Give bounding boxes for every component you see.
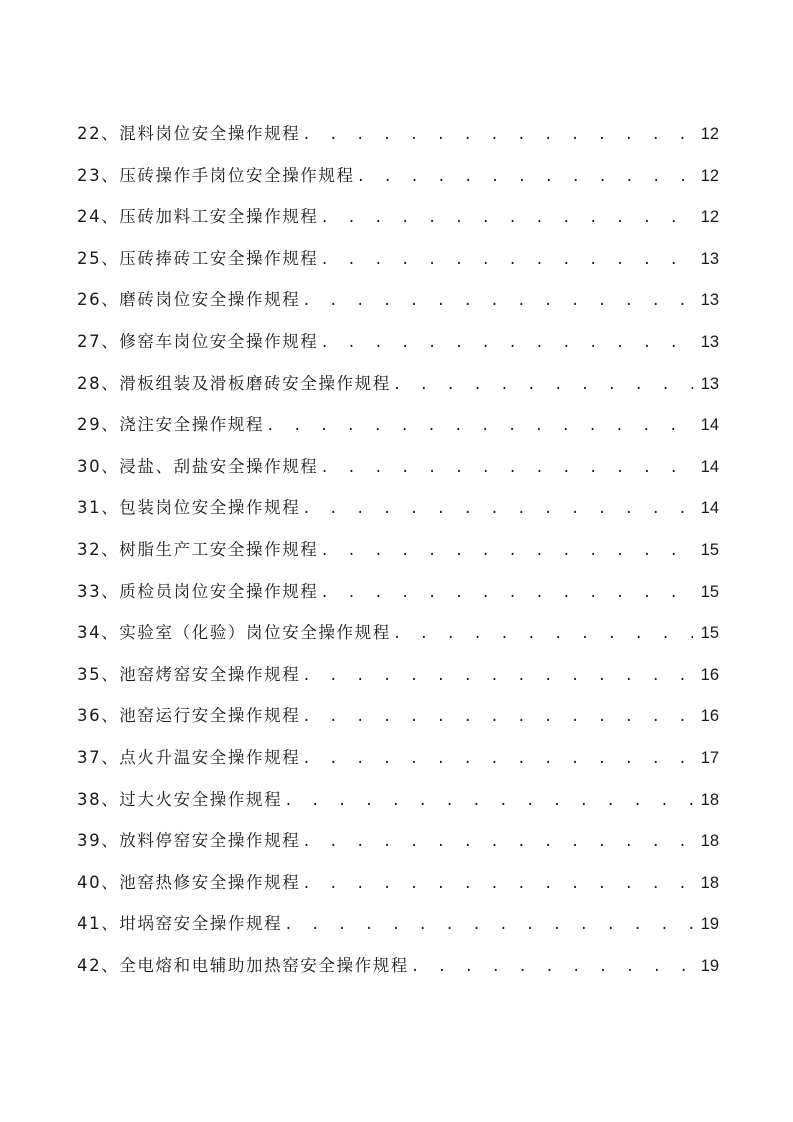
toc-entry[interactable] [77, 155, 719, 197]
toc-entry[interactable] [77, 737, 719, 779]
toc-entry[interactable] [77, 487, 719, 529]
toc-entry[interactable] [77, 113, 719, 155]
toc-entry-page: 18 [700, 873, 719, 892]
toc-entry-title: 27、修窑车岗位安全操作规程 [77, 331, 319, 351]
table-of-contents [77, 113, 719, 986]
toc-entry[interactable] [77, 238, 719, 280]
toc-entry-page: 12 [700, 125, 719, 143]
toc-entry-page: 13 [700, 291, 719, 310]
toc-entry-page: 19 [700, 915, 719, 934]
toc-entry-page: 16 [700, 707, 719, 726]
toc-entry-title: 28、滑板组装及滑板磨砖安全操作规程 [77, 373, 391, 393]
toc-entry[interactable] [77, 404, 719, 446]
toc-dot-leader [302, 739, 693, 781]
toc-entry-page: 14 [700, 499, 719, 518]
toc-entry-page: 15 [700, 624, 719, 643]
toc-entry-title: 24、压砖加料工安全操作规程 [77, 207, 319, 227]
toc-entry-page: 16 [700, 665, 719, 684]
toc-dot-leader [284, 781, 693, 823]
toc-dot-leader [266, 406, 693, 448]
toc-dot-leader [320, 448, 693, 490]
toc-entry-page: 18 [700, 832, 719, 851]
toc-entry-page: 15 [700, 540, 719, 559]
toc-entry-title: 34、实验室（化验）岗位安全操作规程 [77, 623, 391, 643]
toc-entry-page: 13 [700, 374, 719, 393]
toc-entry[interactable] [77, 321, 719, 363]
toc-entry-title: 25、压砖捧砖工安全操作规程 [77, 248, 319, 268]
toc-dot-leader [320, 198, 693, 240]
toc-dot-leader [357, 157, 693, 199]
toc-entry-title: 26、磨砖岗位安全操作规程 [77, 290, 301, 310]
toc-entry-page: 12 [700, 208, 719, 227]
toc-entry-title: 32、树脂生产工安全操作规程 [77, 539, 319, 559]
toc-entry[interactable] [77, 196, 719, 238]
toc-entry-page: 14 [700, 416, 719, 435]
toc-dot-leader [411, 947, 693, 989]
toc-entry-title: 23、压砖操作手岗位安全操作规程 [77, 165, 355, 185]
toc-entry[interactable] [77, 945, 719, 987]
toc-dot-leader [302, 115, 693, 157]
toc-dot-leader [302, 697, 693, 739]
toc-entry-page: 13 [700, 249, 719, 268]
toc-entry[interactable] [77, 779, 719, 821]
toc-entry-title: 40、池窑热修安全操作规程 [77, 872, 301, 892]
toc-entry[interactable] [77, 363, 719, 405]
toc-entry-page: 14 [700, 457, 719, 476]
toc-entry[interactable] [77, 820, 719, 862]
toc-dot-leader [393, 614, 693, 656]
toc-dot-leader [302, 489, 693, 531]
toc-dot-leader [320, 573, 693, 615]
toc-entry-page: 18 [700, 790, 719, 809]
toc-entry-title: 33、质检员岗位安全操作规程 [77, 581, 319, 601]
toc-dot-leader [302, 822, 693, 864]
toc-entry-page: 15 [700, 582, 719, 601]
toc-entry-title: 42、全电熔和电辅助加热窑安全操作规程 [77, 955, 409, 975]
toc-entry-title: 36、池窑运行安全操作规程 [77, 706, 301, 726]
toc-entry-title: 41、坩埚窑安全操作规程 [77, 914, 283, 934]
toc-dot-leader [320, 531, 693, 573]
toc-dot-leader [320, 240, 693, 282]
toc-entry[interactable] [77, 529, 719, 571]
toc-entry[interactable] [77, 654, 719, 696]
toc-dot-leader [302, 656, 693, 698]
toc-entry-title: 29、浇注安全操作规程 [77, 415, 265, 435]
toc-dot-leader [302, 281, 693, 323]
toc-entry[interactable] [77, 571, 719, 613]
toc-dot-leader [393, 365, 693, 407]
toc-entry[interactable] [77, 279, 719, 321]
toc-entry-page: 19 [700, 956, 719, 975]
toc-dot-leader [302, 864, 693, 906]
toc-dot-leader [320, 323, 693, 365]
toc-entry-title: 38、过大火安全操作规程 [77, 789, 283, 809]
toc-entry[interactable] [77, 612, 719, 654]
toc-entry-page: 17 [700, 748, 719, 767]
toc-dot-leader [284, 905, 693, 947]
toc-entry-title: 35、池窑烤窑安全操作规程 [77, 664, 301, 684]
toc-entry-title: 30、浸盐、刮盐安全操作规程 [77, 456, 319, 476]
toc-entry-page: 12 [700, 166, 719, 185]
toc-entry[interactable] [77, 695, 719, 737]
toc-entry-title: 39、放料停窑安全操作规程 [77, 831, 301, 851]
toc-entry[interactable] [77, 903, 719, 945]
toc-entry-title: 31、包装岗位安全操作规程 [77, 498, 301, 518]
toc-entry-title: 37、点火升温安全操作规程 [77, 747, 301, 767]
toc-entry-page: 13 [700, 332, 719, 351]
toc-entry[interactable] [77, 446, 719, 488]
toc-entry[interactable] [77, 862, 719, 904]
toc-entry-title: 22、混料岗位安全操作规程 [77, 124, 301, 143]
